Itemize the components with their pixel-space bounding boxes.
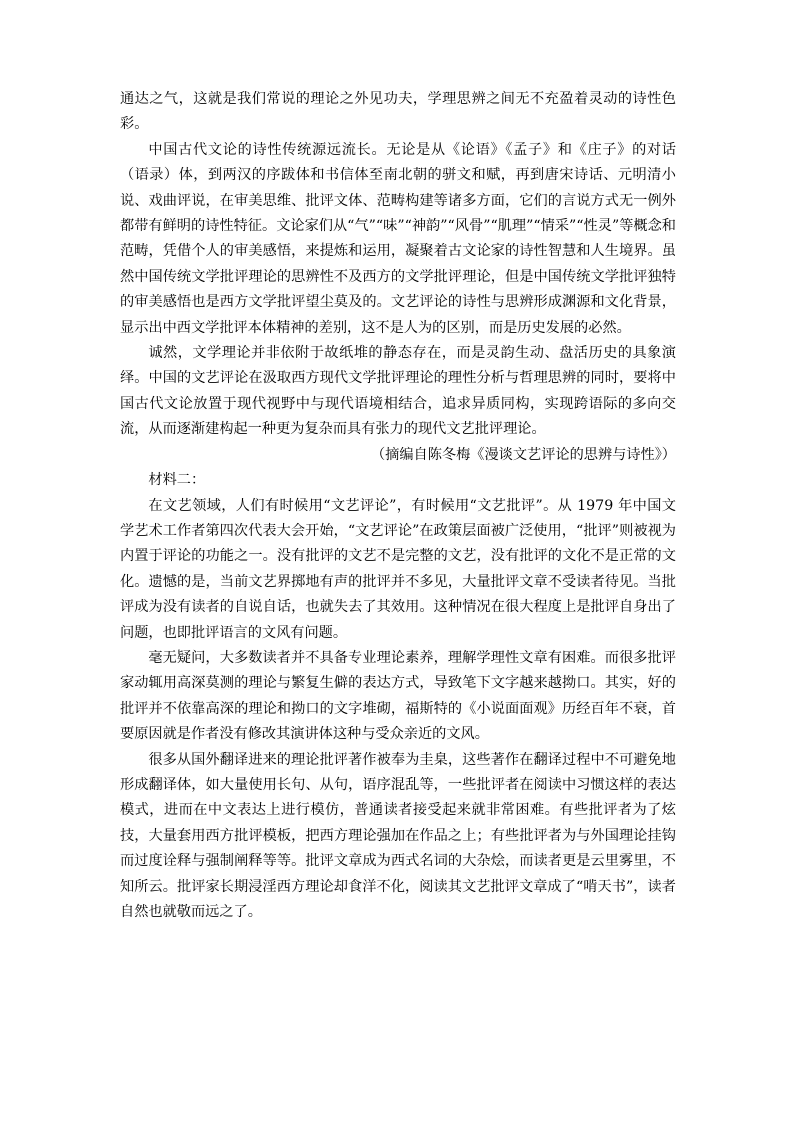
paragraph-translation-style: 很多从国外翻译进来的理论批评著作被奉为圭臬，这些著作在翻译过程中不可避免地形成翻译体，如大量使用长句、从句，语序混乱等，一些批评者在阅读中习惯这样的表达模式，进而在中文表达上进行模仿，普通读者接受起来就非常困难。有些批评者为了炫技，大量套用西方批评模板，把西方理论强加在作品之上；有些批评者为与外国理论挂钩而过度诠释与强制阐释等等。批评文章成为西式名词的大杂烩，而读者更是云里雾里，不知所云。批评家长期浸淫西方理论却食洋不化，阅读其文艺批评文章成了“啃天书”，读者自然也就敬而远之了。 bbox=[120, 751, 676, 920]
paragraph-reader-difficulty: 毫无疑问，大多数读者并不具备专业理论素养，理解学理性文章有困难。而很多批评家动辄用高深莫测的理论与繁复生僻的表达方式，导致笔下文字越来越拗口。其实，好的批评并不依靠高深的理论和拗口的文字堆砌，福斯特的《小说面面观》历经百年不衰，首要原因就是作者没有修改其演讲体这种与受众亲近的文风。 bbox=[120, 649, 676, 743]
source-citation: （摘编自陈冬梅《漫谈文艺评论的思辨与诗性》） bbox=[370, 446, 676, 463]
paragraph-continuation: 通达之气，这就是我们常说的理论之外见功夫，学理思辨之间无不充盈着灵动的诗性色彩。 bbox=[120, 91, 676, 133]
document-body bbox=[120, 87, 676, 925]
paragraph-literary-theory: 诚然，文学理论并非依附于故纸堆的静态存在，而是灵韵生动、盘活历史的具象演绎。中国的文艺评论在汲取西方现代文学批评理论的理性分析与哲理思辨的同时，要将中国古代文论放置于现代视野中与现代语境相结合，追求异质同构，实现跨语际的多向交流，从而逐渐建构起一种更为复杂而具有张力的现代文艺批评理论。 bbox=[120, 345, 676, 438]
paragraph-poetic-tradition: 中国古代文论的诗性传统源远流长。无论是从《论语》《孟子》和《庄子》的对话（语录）体，到两汉的序跋体和书信体至南北朝的骈文和赋，再到唐宋诗话、元明清小说、戏曲评说，在审美思维、批评文体、范畴构建等诸多方面，它们的言说方式无一例外都带有鲜明的诗性特征。文论家们从“气”“味”“神韵”“风骨”“肌理”“情采”“性灵”等概念和范畴，凭借个人的审美感悟，来提炼和运用，凝聚着古文论家的诗性智慧和人生境界。虽然中国传统文学批评理论的思辨性不及西方的文学批评理论，但是中国传统文学批评独特的审美感悟也是西方文学批评望尘莫及的。文艺评论的诗性与思辨形成渊源和文化背景，显示出中西文学批评本体精神的差别，这不是人为的区别，而是历史发展的必然。 bbox=[120, 141, 676, 336]
section-heading-material-two: 材料二： bbox=[148, 472, 206, 489]
paragraph-criticism-terms: 在文艺领域，人们有时候用“文艺评论”，有时候用“文艺批评”。从 1979 年中国文学艺术工作者第四次代表大会开始，“文艺评论”在政策层面被广泛使用，“批评”则被视为内置于评论的功能之一。没有批评的文艺不是完整的文艺，没有批评的文化不是正常的文化。遗憾的是，当前文艺界掷地有声的批评并不多见，大量批评文章不受读者待见。当批评成为没有读者的自说自话，也就失去了其效用。这种情况在很大程度上是批评自身出了问题，也即批评语言的文风有问题。 bbox=[120, 497, 676, 641]
